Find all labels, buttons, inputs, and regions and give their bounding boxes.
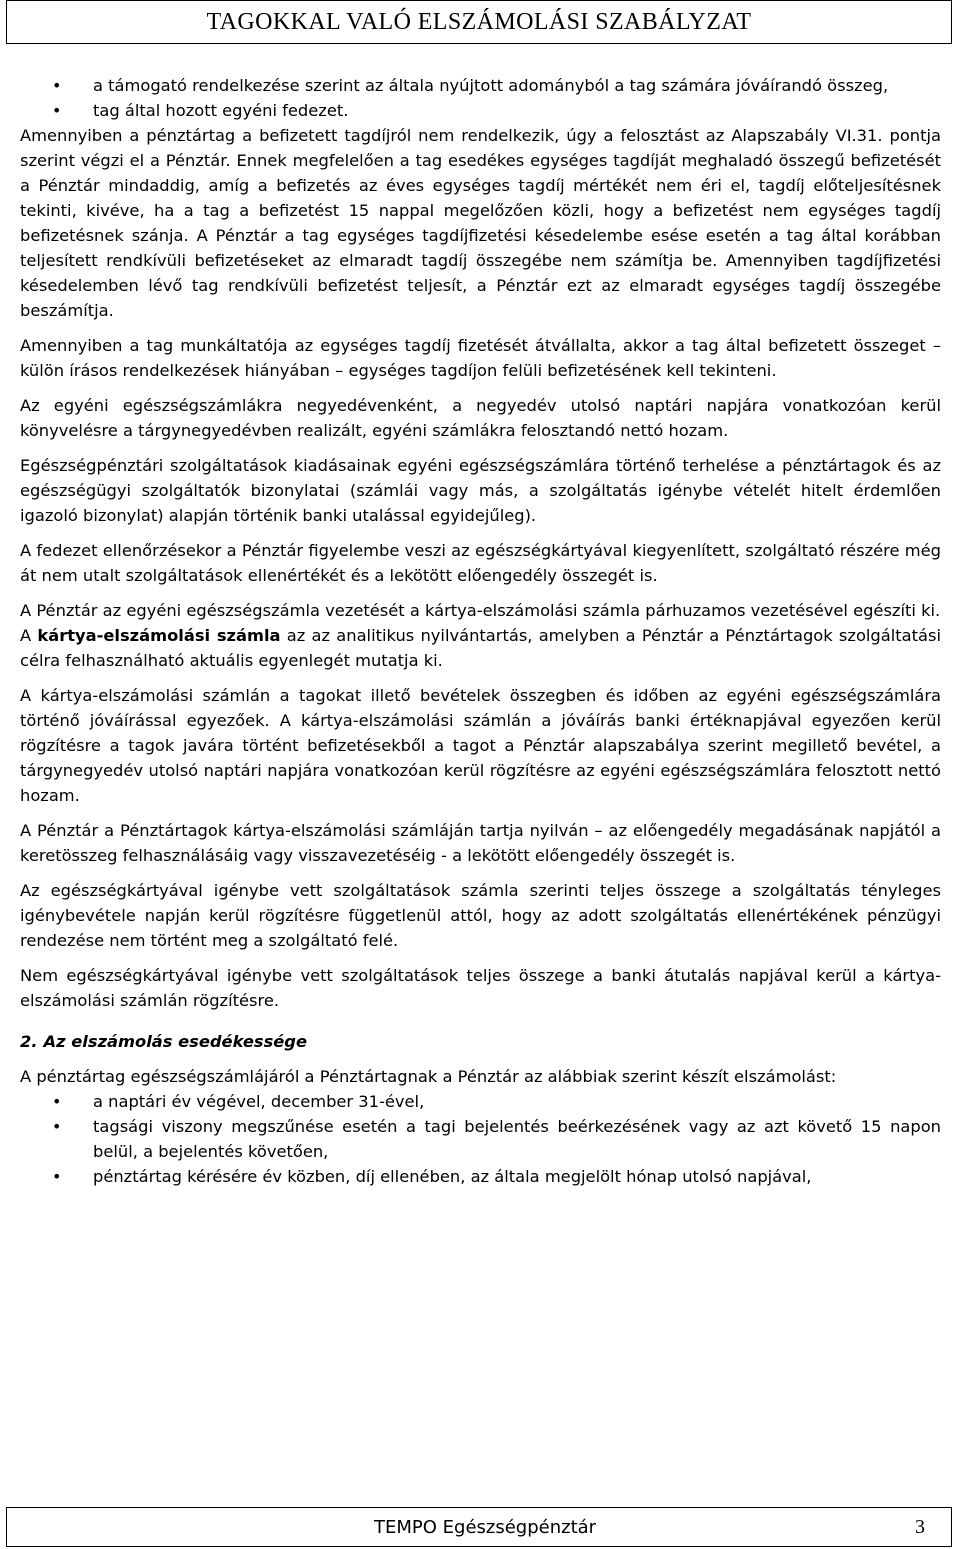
section-title: Az elszámolás esedékessége	[43, 1032, 307, 1051]
paragraph: A Pénztár a Pénztártagok kártya-elszámolási számláján tartja nyilván – az előengedély megadásának napjától a keretösszeg felhasználásáig vagy visszavezetéséig - a lekötött előengedély összegét is.	[20, 821, 941, 865]
page-number: 3	[915, 1516, 925, 1538]
paragraph: Az egyéni egészségszámlákra negyedévenként, a negyedév utolsó naptári napjára vonatkozóan kerül könyvelésre a tárgynegyedévben realizált, egyéni számlákra felosztandó nettó hozam.	[20, 396, 941, 440]
page-header	[6, 0, 952, 44]
text: az az analitikus nyilvántartás, amelyben a Pénztár a Pénztártagok szolgáltatási célra felhasználható aktuális egyenlegét mutatja ki.	[20, 626, 941, 670]
list-item: • a naptári év végével, december 31-ével,	[20, 1089, 941, 1114]
list-item: • tagsági viszony megszűnése esetén a tagi bejelentés beérkezésének vagy az azt követő 15 napon belül, a bejelentés követően,	[20, 1114, 941, 1164]
paragraph: A kártya-elszámolási számlán a tagokat illető bevételek összegben és időben az egyéni egészségszámlára történő jóváírással egyezőek. A kártya-elszámolási számlán a jóváírás banki értéknapjával egyezően kerül rögzítésre a tagok javára történt befizetésekből a tagot a Pénztár alapszabálya szerint megillető bevétel, a tárgynegyedév utolsó naptári napjára vonatkozóan kerül rögzítésre az egyéni egészségszámlára felosztott nettó hozam.	[20, 686, 941, 805]
section-heading	[20, 1029, 941, 1054]
paragraph: A Pénztár az egyéni egészségszámla vezetését a kártya-elszámolási számla párhuzamos vezetésével egészíti ki.	[20, 601, 941, 620]
paragraph: Amennyiben a tag munkáltatója az egységes tagdíj fizetését átvállalta, akkor a tag által befizetett összeget – külön írásos rendelkezések hiányában – egységes tagdíjon felüli befizetésének kell tekinteni.	[20, 336, 941, 380]
paragraph: Nem egészségkártyával igénybe vett szolgáltatások teljes összege a banki átutalás napjával kerül a kártya-elszámolási számlán rögzítésre.	[20, 966, 941, 1010]
footer-name: TEMPO Egészségpénztár	[374, 1517, 597, 1538]
list-item: • pénztártag kérésére év közben, díj ellenében, az általa megjelölt hónap utolsó napjával,	[20, 1164, 941, 1189]
intro-list	[20, 73, 941, 123]
paragraph: A pénztártag egészségszámlájáról a Pénztártagnak a Pénztár az alábbiak szerint készít elszámolást:	[20, 1067, 837, 1086]
page-footer	[6, 1507, 952, 1547]
section-number: 2.	[20, 1032, 38, 1051]
settlement-list	[20, 1089, 941, 1189]
paragraph: Az egészségkártyával igénybe vett szolgáltatások számla szerinti teljes összege a szolgáltatás tényleges igénybevétele napján kerül rögzítésre függetlenül attól, hogy az adott szolgáltatás ellenértékének pénzügyi rendezése nem történt meg a szolgáltató felé.	[20, 881, 941, 950]
paragraph: Amennyiben a pénztártag a befizetett tagdíjról nem rendelkezik, úgy a felosztást az Alapszabály VI.31. pontja szerint végzi el a Pénztár. Ennek megfelelően a tag esedékes egységes tagdíját meghaladó összegű befizetését a Pénztár mindaddig, amíg a befizetés az éves egységes tagdíj mértékét nem éri el, tagdíj előteljesítésnek tekinti, kivéve, ha a tag a befizetést 15 nappal megelőzően közli, hogy a befizetést nem egységes tagdíj befizetésnek szánja. A Pénztár a tag egységes tagdíjfizetési késedelembe esése esetén a tag által korábban teljesített rendkívüli befizetéseket az elmaradt tagdíj összegébe nem számítja be. Amennyiben tagdíjfizetési késedelemben lévő tag rendkívüli befizetést teljesít, a Pénztár ezt az elmaradt egységes tagdíj összegébe beszámítja.	[20, 126, 941, 320]
paragraph	[20, 623, 941, 673]
paragraph: A fedezet ellenőrzésekor a Pénztár figyelembe veszi az egészségkártyával kiegyenlített, szolgáltató részére még át nem utalt szolgáltatások ellenértékét és a lekötött előengedély összegét is.	[20, 541, 941, 585]
header-title: TAGOKKAL VALÓ ELSZÁMOLÁSI SZABÁLYZAT	[206, 9, 752, 35]
bold-term: kártya-elszámolási számla	[37, 626, 281, 645]
document-body	[20, 73, 941, 1189]
list-item: • a támogató rendelkezése szerint az általa nyújtott adományból a tag számára jóváírandó összeg,	[20, 73, 941, 98]
list-item: • tag által hozott egyéni fedezet.	[20, 98, 941, 123]
text: A	[20, 626, 38, 645]
paragraph: Egészségpénztári szolgáltatások kiadásainak egyéni egészségszámlára történő terhelése a pénztártagok és az egészségügyi szolgáltatók bizonylatai (számlái vagy más, a szolgáltatás igénybe vételét hitelt érdemlően igazoló bizonylat) alapján történik banki utalással egyidejűleg).	[20, 456, 941, 525]
